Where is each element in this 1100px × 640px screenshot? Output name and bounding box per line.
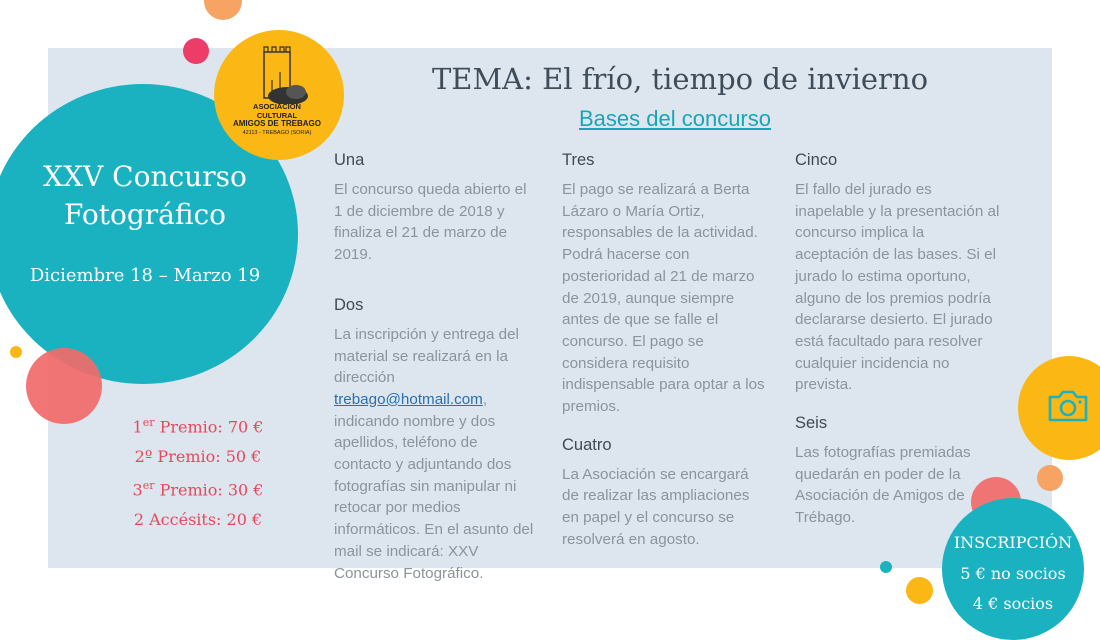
prize-first-post: Premio: 70 € — [154, 417, 264, 437]
camera-icon — [1046, 388, 1090, 424]
prize-first-sup: er — [142, 416, 155, 429]
prize-accesits — [108, 510, 288, 529]
prize-second-pre: 2º — [134, 447, 153, 466]
section-una-heading: Una — [334, 151, 365, 169]
rules-column-1 — [334, 149, 539, 584]
contest-dates: Diciembre 18 – Marzo 19 — [29, 265, 261, 286]
section-cuatro-text: La Asociación se encargará de realizar las ampliaciones en papel y el concurso se resolverá en agosto. — [562, 465, 750, 548]
prize-first-pre: 1 — [132, 417, 143, 437]
prize-third — [108, 479, 288, 499]
section-dos-heading: Dos — [334, 295, 364, 314]
logo-text-line4: 42113 - TREBAGO (SORIA) — [242, 130, 312, 136]
logo-text-line2: CULTURAL — [256, 111, 298, 120]
decor-circle-yellow-bottom — [906, 577, 933, 604]
decor-circle-coral-left — [26, 348, 102, 424]
decor-circle-yellow-small — [10, 346, 22, 358]
section-tres-heading: Tres — [562, 151, 595, 169]
section-una-text: El concurso queda abierto el 1 de diciembre de 2018 y finaliza el 21 de marzo de 2019. — [334, 181, 527, 264]
castle-tower-icon — [250, 44, 310, 104]
prize-third-pre: 3 — [132, 480, 143, 500]
rules-column-3 — [795, 149, 1000, 529]
section-dos-text-before: La inscripción y entrega del material se realizará en la dirección — [334, 325, 519, 387]
section-tres-text: El pago se realizará a Berta Lázaro o María Ortiz, responsables de la actividad. Podrá hacerse con posterioridad al 21 de marzo de 2019, aunque siempre antes de que se falle el concurso. El pago se considera requisito indispensable para optar a los premios. — [562, 181, 765, 416]
section-cuatro-heading: Cuatro — [562, 435, 612, 454]
decor-circle-teal-dot — [880, 561, 892, 573]
registration-price-nonmembers: 5 € no socios — [960, 564, 1066, 583]
prize-first — [108, 416, 288, 436]
contest-title-line1: XXV Concurso — [43, 160, 247, 193]
prize-third-post: Premio: 30 € — [154, 480, 264, 500]
page-title: TEMA: El frío, tiempo de invierno — [431, 62, 929, 96]
email-link[interactable]: trebago@hotmail.com — [334, 390, 483, 408]
registration-title: INSCRIPCIÓN — [953, 533, 1073, 552]
contest-title — [20, 158, 270, 234]
section-cinco-heading: Cinco — [795, 151, 838, 169]
registration-price-members: 4 € socios — [972, 594, 1054, 613]
prize-second-post: Premio: 50 € — [152, 447, 262, 466]
logo-text-line3: AMIGOS DE TREBAGO — [232, 119, 321, 128]
section-seis-text: Las fotografías premiadas quedarán en poder de la Asociación de Amigos de Trébago. — [795, 444, 971, 527]
prize-accesits-text: 2 Accésits: 20 € — [133, 510, 263, 529]
section-seis-heading: Seis — [795, 414, 828, 433]
contest-title-line2: Fotográfico — [63, 198, 227, 231]
decor-circle-orange-right — [1037, 465, 1063, 491]
section-dos-text — [334, 324, 539, 584]
section-cinco-text: El fallo del jurado es inapelable y la presentación al concurso implica la aceptación de las bases. Si el jurado lo estima oportuno, alguno de los premios podría declararse desierto. El jurado está facultado para resolver cualquier incidencia no prevista. — [795, 181, 1000, 394]
prize-third-sup: er — [142, 479, 155, 492]
rules-subtitle: Bases del concurso — [579, 106, 771, 131]
rules-column-2 — [562, 149, 767, 551]
section-dos-text-after: , indicando nombre y dos apellidos, teléfono de contacto y adjuntando dos fotografías sin manipular ni retocar por medios informáticos. En el asunto del mail se indicará: XXV Concurso Fotográfico. — [334, 390, 534, 582]
decor-circle-orange-top — [204, 0, 242, 20]
decor-circle-pink-top — [183, 38, 209, 64]
logo-text-line1: ASOCIACION — [253, 102, 301, 111]
prize-second — [108, 447, 288, 466]
